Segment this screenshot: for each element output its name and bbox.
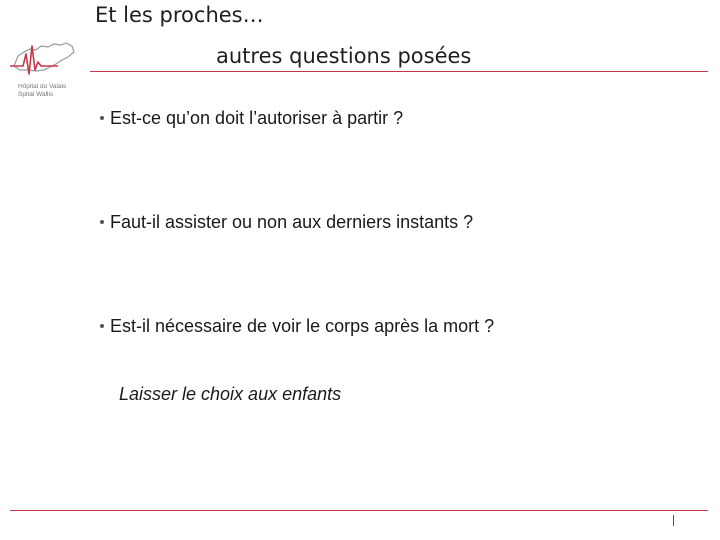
footer-divider [10,510,708,511]
bullet-dot-icon [100,220,104,224]
bullet-item [110,316,494,337]
bullet-item [110,108,403,129]
bullet-text: Faut-il assister ou non aux derniers instants ? [110,212,474,232]
logo-line-2: Spital Wallis [18,91,54,98]
bullet-dot-icon [100,116,104,120]
slide-title-line-1: Et les proches… [95,3,264,27]
bullet-text: Est-il nécessaire de voir le corps après la mort ? [110,316,495,336]
footer-mark [673,515,674,526]
valais-map-heartbeat-icon [8,40,80,82]
logo-text [18,83,66,99]
bullet-dot-icon [100,324,104,328]
hospital-logo [8,40,80,102]
note-text: Laisser le choix aux enfants [119,384,342,404]
bullet-text: Est-ce qu’on doit l’autoriser à partir ? [110,108,404,128]
logo-line-1: Hôpital du Valais [18,83,67,90]
slide-title-line-2: autres questions posées [216,44,472,68]
bullet-item [110,212,473,233]
title-divider [90,71,708,72]
